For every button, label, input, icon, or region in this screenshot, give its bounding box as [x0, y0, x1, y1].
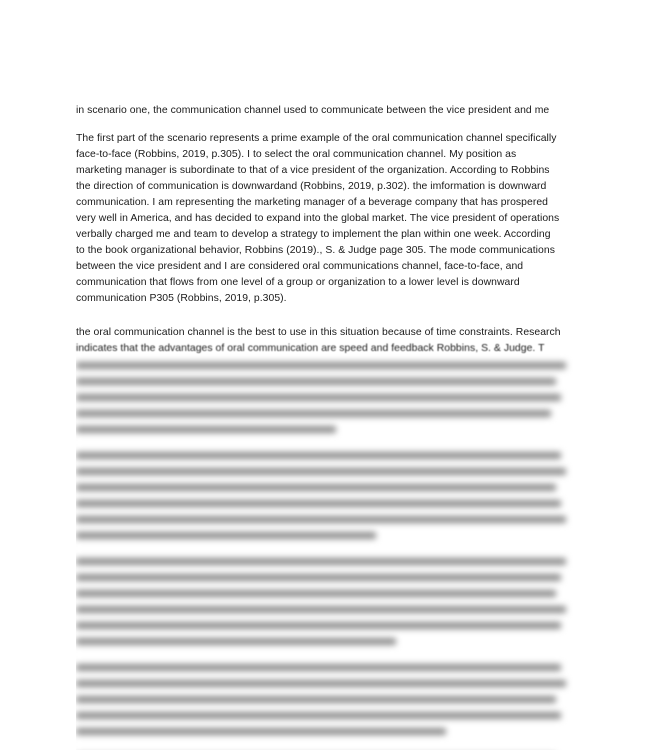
paragraph-line: between the vice president and I are considered oral communications channel, face-to-face, and: [76, 261, 524, 272]
blurred-line: [76, 528, 576, 544]
paragraph-line: The first part of the scenario represents a prime example of the oral communication channel specifically: [76, 133, 557, 144]
blurred-line: [76, 390, 576, 406]
blurred-text-bar: [76, 664, 561, 671]
paragraph-line: the oral communication channel is the best to use in this situation because of time constraints. Research: [76, 327, 561, 338]
blurred-text-bar: [76, 410, 551, 417]
blurred-text-bar: [76, 574, 561, 581]
blurred-text-bar: [76, 468, 566, 475]
paragraph-line: communication that flows from one level of a group or organization to a lower level is downward: [76, 277, 520, 288]
blurred-text-bar: [76, 680, 566, 687]
blurred-line: [76, 422, 576, 438]
blurred-line: [76, 660, 576, 676]
blurred-text-bar: [76, 728, 446, 735]
blurred-line: [76, 618, 576, 634]
blurred-text-bar: [76, 484, 556, 491]
paragraph-line: marketing manager is subordinate to that of a vice president of the organization. According to Robbins: [76, 165, 550, 176]
blurred-text-bar: [76, 696, 556, 703]
blurred-line: [76, 724, 576, 740]
blurred-line: [76, 554, 576, 570]
blurred-text-bar: [76, 426, 336, 433]
blurred-text-bar: [76, 378, 556, 385]
paragraph-line: to the book organizational behavior, Robbins (2019)., S. & Judge page 305. The mode communications: [76, 245, 555, 256]
blurred-paragraph: [76, 660, 576, 740]
paragraph-line: communication P305 (Robbins, 2019, p.305).: [76, 293, 287, 304]
blurred-preview-region: [76, 342, 576, 750]
blurred-text-bar: [76, 622, 561, 629]
blurred-text-bar: [76, 558, 566, 565]
blurred-text-bar: [76, 516, 566, 523]
blurred-line: [76, 634, 576, 650]
blurred-line: [76, 496, 576, 512]
blurred-line: [76, 464, 576, 480]
paragraph-line: very well in America, and has decided to expand into the global market. The vice president of operations: [76, 213, 560, 224]
blurred-line: [76, 708, 576, 724]
blurred-text-bar: [76, 362, 566, 369]
paragraph-line: verbally charged me and team to develop a strategy to implement the plan within one week. According: [76, 229, 551, 240]
blurred-text-bar: [76, 606, 566, 613]
intro-line: [76, 103, 576, 119]
paragraph-line-partially-blurred: indicates that the advantages of oral communication are speed and feedback Robbins, S. & Judge. T: [76, 343, 545, 354]
blurred-line: [76, 586, 576, 602]
blurred-line: [76, 676, 576, 692]
intro-text: in scenario one, the communication channel used to communicate between the vice president and me: [76, 105, 550, 116]
paragraph-one: [76, 131, 576, 307]
blurred-line: [76, 358, 576, 374]
paragraph-line: face-to-face (Robbins, 2019, p.305). I to select the oral communication channel. My position as: [76, 149, 517, 160]
paragraph-line: the direction of communication is downwardand (Robbins, 2019, p.302). the imformation is downward: [76, 181, 547, 192]
blurred-text-bar: [76, 394, 561, 401]
blurred-paragraph: [76, 554, 576, 650]
blurred-line: [76, 570, 576, 586]
blurred-text-bar: [76, 452, 561, 459]
blurred-text-bar: [76, 590, 556, 597]
blurred-text-content: [76, 342, 576, 750]
blurred-line: [76, 512, 576, 528]
blurred-text-bar: [76, 532, 376, 539]
blurred-text-bar: [76, 638, 396, 645]
blurred-line: [76, 448, 576, 464]
blurred-line: [76, 374, 576, 390]
blurred-text-bar: [76, 712, 561, 719]
blurred-line: [76, 602, 576, 618]
blurred-line: [76, 406, 576, 422]
blurred-line: [76, 480, 576, 496]
paragraph-line: communication. I am representing the marketing manager of a beverage company that has prospered: [76, 197, 549, 208]
blurred-paragraph: [76, 358, 576, 438]
blurred-text-bar: [76, 500, 561, 507]
blurred-line: [76, 692, 576, 708]
blurred-paragraph: [76, 448, 576, 544]
